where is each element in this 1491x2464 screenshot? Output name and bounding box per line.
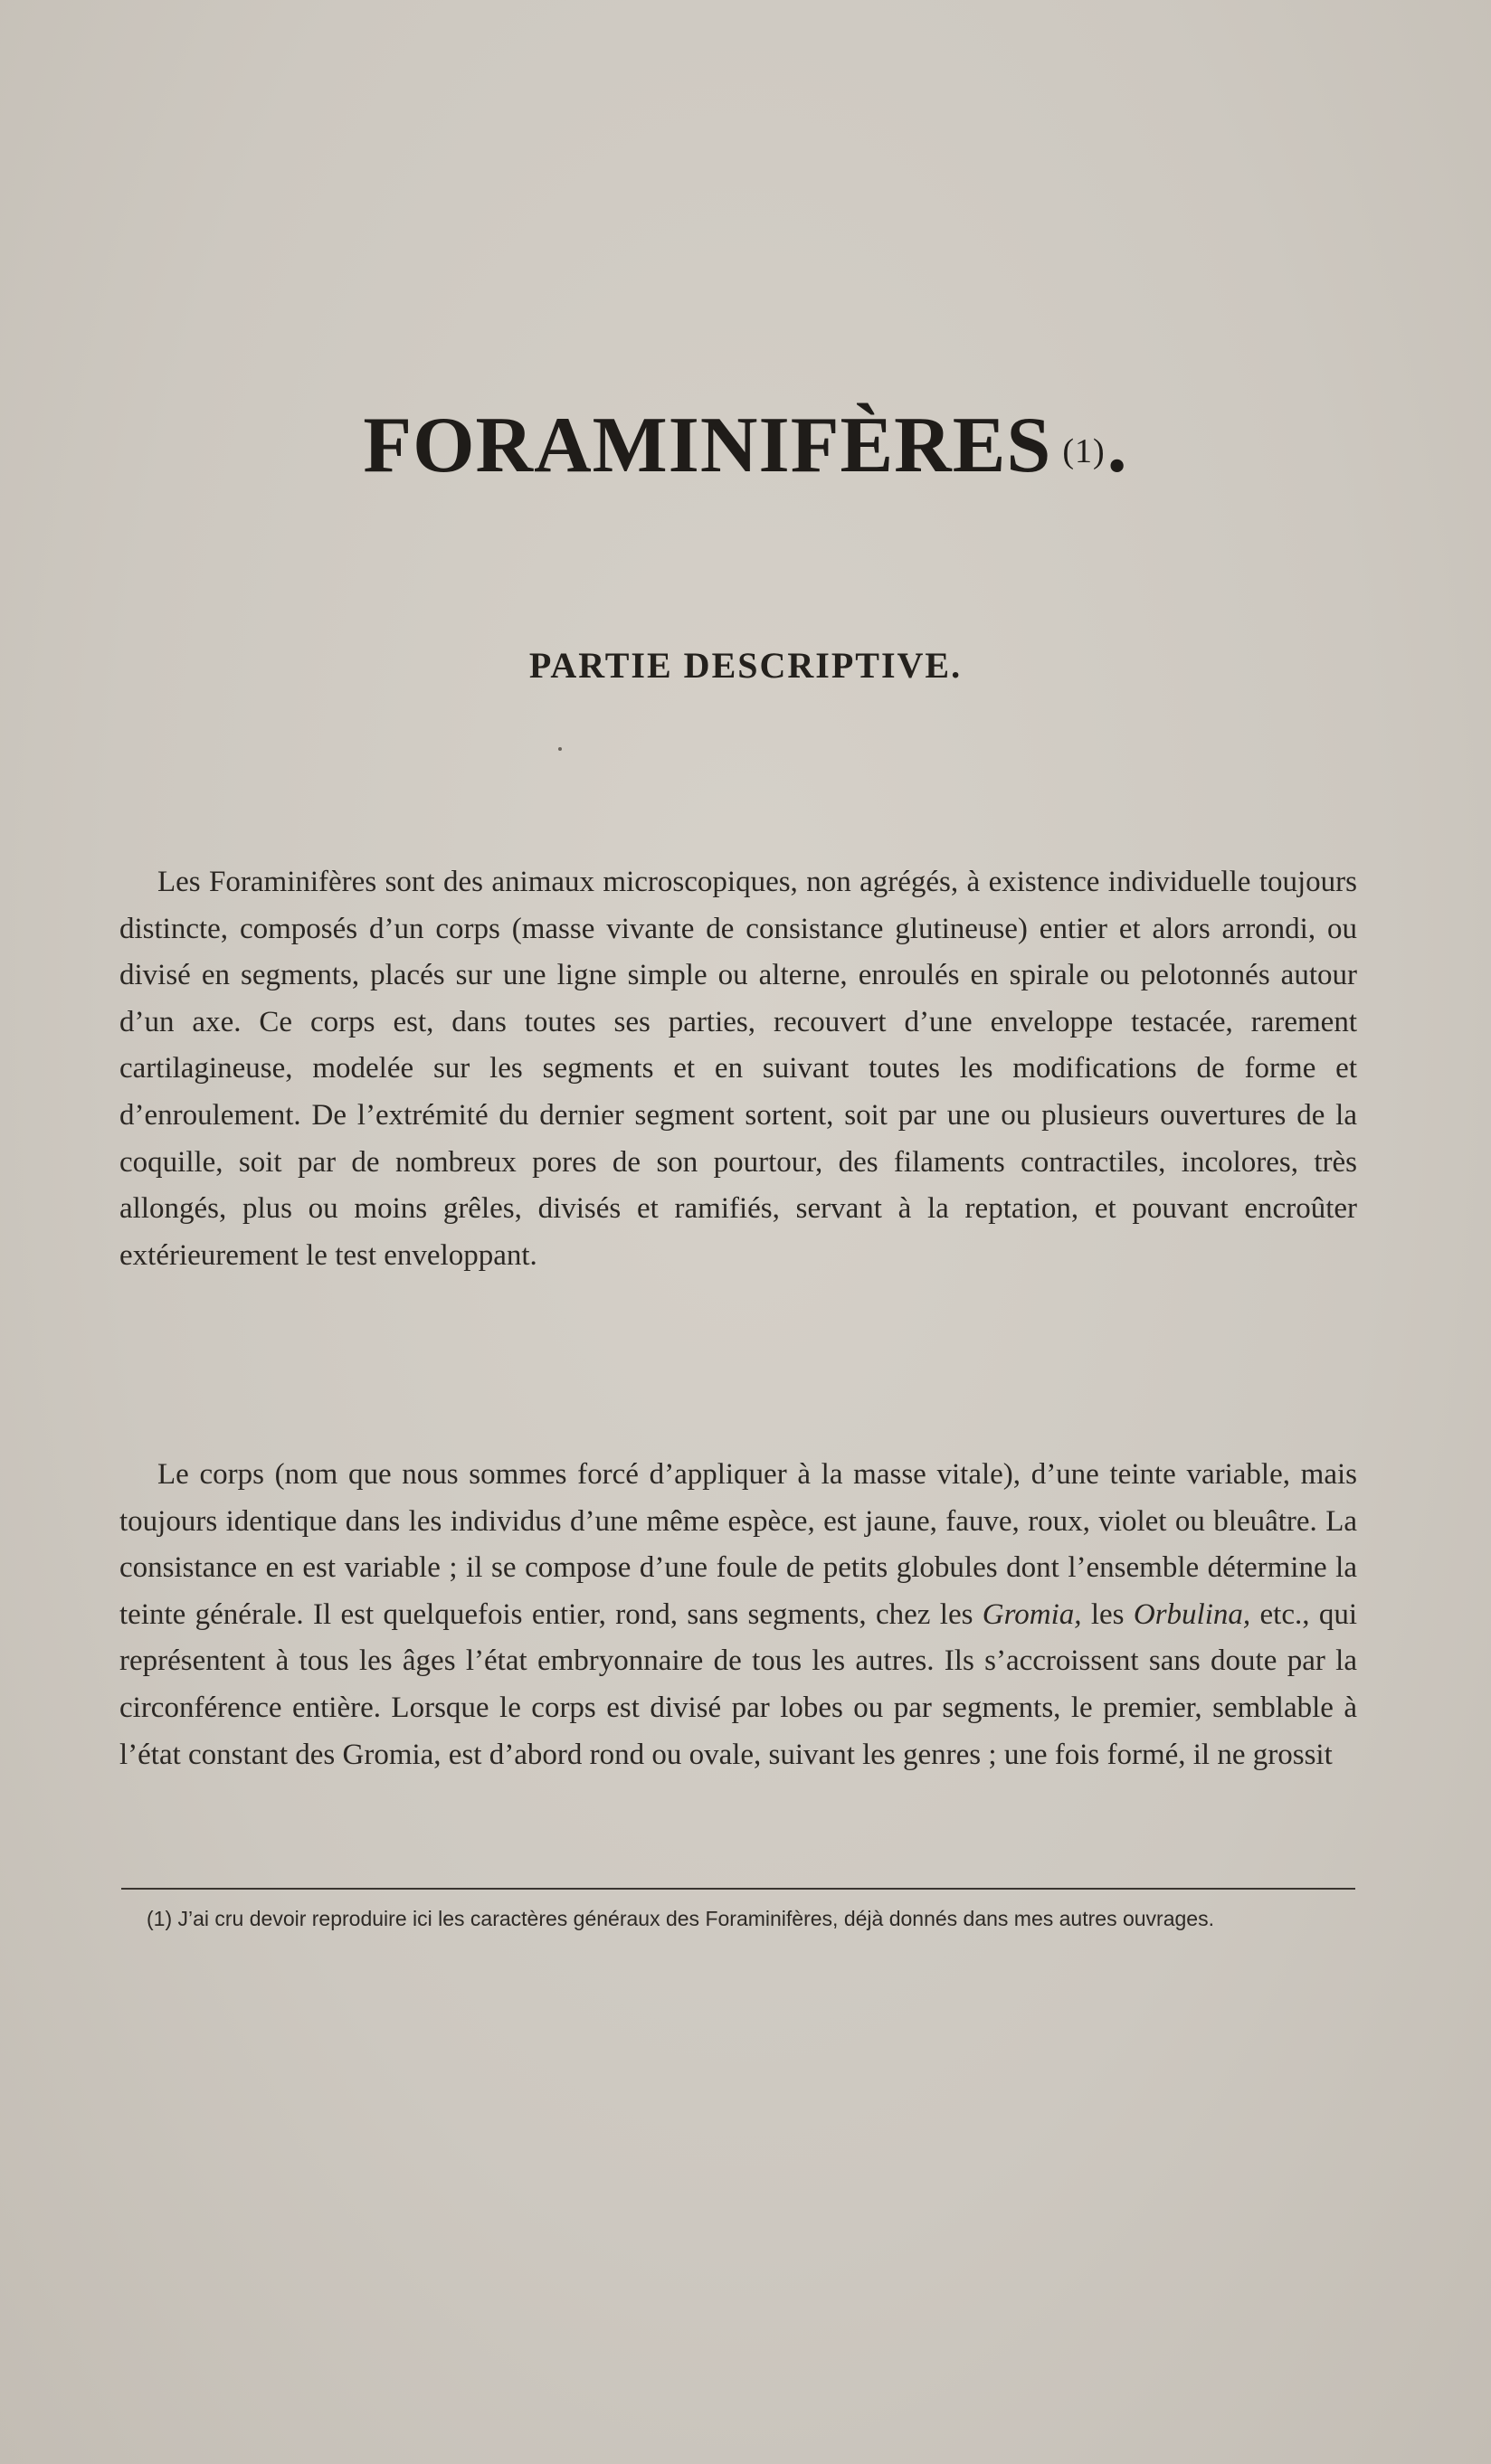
body-paragraph-1: Les Foraminifères sont des animaux microscopiques, non agrégés, à existence individuelle toujours distincte, composés d’un corps (masse vivante de consistance glutineuse) entier et alors arrondi, ou divisé en segments, placés sur une ligne simple ou alterne, enroulés en spirale ou pelotonnés autour d’un axe. Ce corps est, dans toutes ses parties, recouvert d’une enveloppe testacée, rarement cartilagineuse, modelée sur les segments et en suivant toutes les modifications de forme et d’enroulement. De l’extrémité du dernier segment sortent, soit par une ou plusieurs ouvertures de la coquille, soit par de nombreux pores de son pourtour, des filaments contractiles, incolores, très allongés, plus ou moins grêles, divisés et ramifiés, servant à la reptation, et pouvant encroûter extérieurement le test enveloppant.: [119, 866, 1357, 1272]
footnote-divider: [121, 1888, 1355, 1890]
paragraph-2-text-c: etc., qui représentent à tous les âges l’état embryonnaire de tous les autres. Ils s’accroissent sans doute par la circonférence entière. Lorsque le corps est divisé par lobes ou par segments, le premier, semblable à l’état constant des Gromia, est d’abord rond ou ovale, suivant les genres ; une fois formé, il ne grossit: [119, 1597, 1357, 1771]
genus-gromia: Gromia,: [982, 1597, 1082, 1631]
ink-speck: [558, 747, 562, 751]
section-heading: PARTIE DESCRIPTIVE.: [528, 645, 963, 686]
paragraph-2-text-b: les: [1081, 1597, 1134, 1631]
title-period: .: [1106, 402, 1128, 489]
footnote: (1) J’ai cru devoir reproduire ici les caractères généraux des Foraminifères, déjà donnés dans mes autres ouvrages.: [147, 1907, 1214, 1930]
body-paragraph-2: [119, 1452, 1357, 1778]
genus-orbulina: Orbulina,: [1133, 1597, 1251, 1631]
footnote-reference[interactable]: (1): [1062, 432, 1106, 470]
paragraph-2-text-a: Le corps (nom que nous sommes forcé d’appliquer à la masse vitale), d’une teinte variable, mais toujours identique dans les individus d’une même espèce, est jaune, fauve, roux, violet ou bleuâtre. La consistance en est variable ; il se compose d’une foule de petits globules dont l’ensemble détermine la teinte générale. Il est quelquefois entier, rond, sans segments, chez les: [119, 1458, 1357, 1631]
page-title: [0, 396, 1491, 496]
title-text: FORAMINIFÈRES: [363, 402, 1052, 489]
